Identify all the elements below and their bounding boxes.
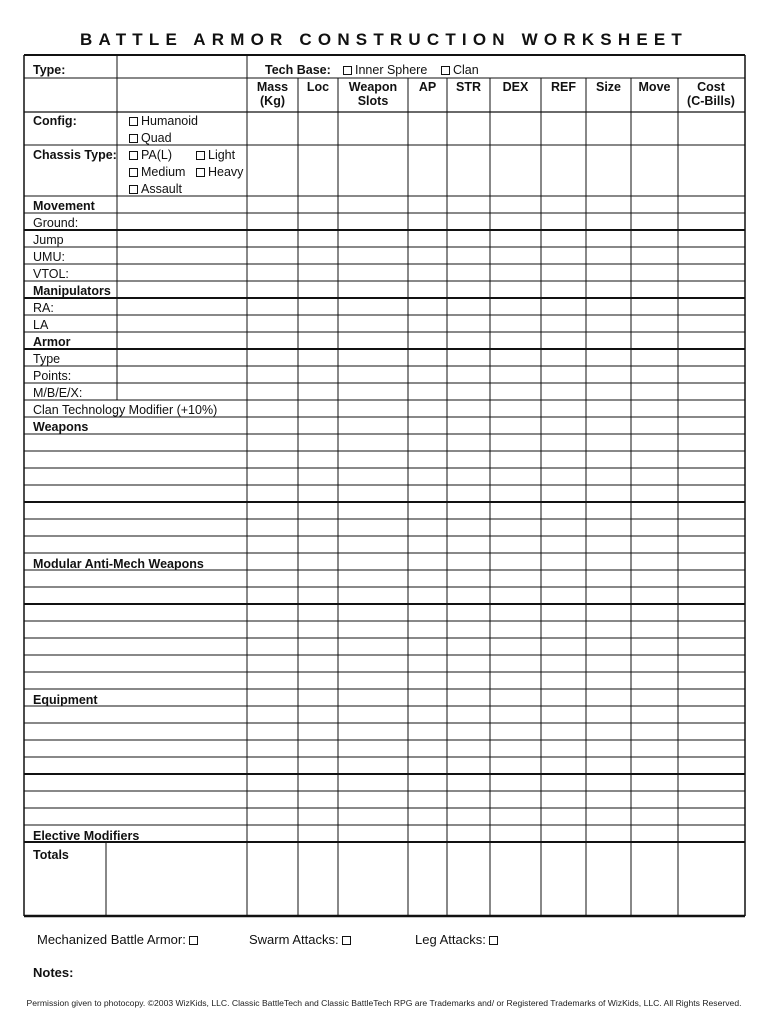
- config-label: Config:: [33, 114, 77, 128]
- manipulator-row-ra: RA:: [33, 301, 54, 315]
- section-modular-anti-mech-weapons: Modular Anti-Mech Weapons: [33, 557, 204, 571]
- leg-attacks-option[interactable]: Leg Attacks:: [415, 932, 501, 947]
- manipulator-row-la: LA: [33, 318, 49, 332]
- section-movement: Movement: [33, 199, 95, 213]
- type-label: Type:: [33, 63, 66, 77]
- checkbox-icon[interactable]: [189, 936, 198, 945]
- col-weapon-slots: Weapon Slots: [348, 80, 398, 108]
- permission-notice: Permission given to photocopy. ©2003 WizKids, LLC. Classic BattleTech and Classic BattleTech RPG are Trademarks and/ or Registered Trademarks of WizKids, LLC. All Rights Reserved.: [26, 998, 742, 1008]
- chassis-option-heavy[interactable]: Heavy: [196, 165, 243, 179]
- section-equipment: Equipment: [33, 693, 98, 707]
- checkbox-icon[interactable]: [129, 185, 138, 194]
- col-str: STR: [456, 80, 481, 94]
- checkbox-icon[interactable]: [489, 936, 498, 945]
- worksheet-title: BATTLE ARMOR CONSTRUCTION WORKSHEET: [80, 30, 688, 49]
- chassis-option-light[interactable]: Light: [196, 148, 235, 162]
- section-elective-modifiers: Elective Modifiers: [33, 829, 140, 843]
- checkbox-icon[interactable]: [441, 66, 450, 75]
- movement-row-jump: Jump: [33, 233, 64, 247]
- mechanized-battle-armor-option[interactable]: Mechanized Battle Armor:: [37, 932, 201, 947]
- notes-label: Notes:: [33, 965, 74, 980]
- movement-row-ground: Ground:: [33, 216, 79, 230]
- armor-row-mbex: M/B/E/X:: [33, 386, 83, 400]
- section-manipulators: Manipulators: [33, 284, 111, 298]
- chassis-option-medium[interactable]: Medium: [129, 165, 185, 179]
- tech-option-inner-sphere[interactable]: Inner Sphere: [343, 63, 427, 77]
- checkbox-icon[interactable]: [196, 168, 205, 177]
- chassis-option-pal[interactable]: PA(L): [129, 148, 172, 162]
- clan-tech-modifier: Clan Technology Modifier (+10%): [33, 403, 218, 417]
- checkbox-icon[interactable]: [342, 936, 351, 945]
- armor-row-type: Type: [33, 352, 61, 366]
- section-armor: Armor: [33, 335, 71, 349]
- section-totals: Totals: [33, 848, 69, 862]
- col-size: Size: [595, 80, 621, 94]
- section-weapons: Weapons: [33, 420, 89, 434]
- checkbox-icon[interactable]: [129, 151, 138, 160]
- movement-row-umu: UMU:: [33, 250, 65, 264]
- col-move: Move: [638, 80, 671, 94]
- col-cost: Cost (C-Bills): [687, 80, 735, 108]
- swarm-attacks-option[interactable]: Swarm Attacks:: [249, 932, 354, 947]
- config-option-quad[interactable]: Quad: [129, 131, 172, 145]
- checkbox-icon[interactable]: [196, 151, 205, 160]
- col-dex: DEX: [502, 80, 529, 94]
- chassis-option-assault[interactable]: Assault: [129, 182, 182, 196]
- config-option-humanoid[interactable]: Humanoid: [129, 114, 198, 128]
- movement-row-vtol: VTOL:: [33, 267, 69, 281]
- col-ap: AP: [418, 80, 437, 94]
- checkbox-icon[interactable]: [343, 66, 352, 75]
- checkbox-icon[interactable]: [129, 134, 138, 143]
- tech-base-label: Tech Base:: [265, 63, 331, 77]
- col-loc: Loc: [306, 80, 330, 94]
- col-mass: Mass (Kg): [256, 80, 289, 108]
- checkbox-icon[interactable]: [129, 168, 138, 177]
- col-ref: REF: [551, 80, 576, 94]
- chassis-type-label: Chassis Type:: [33, 148, 117, 162]
- tech-option-clan[interactable]: Clan: [441, 63, 479, 77]
- checkbox-icon[interactable]: [129, 117, 138, 126]
- armor-row-points: Points:: [33, 369, 72, 383]
